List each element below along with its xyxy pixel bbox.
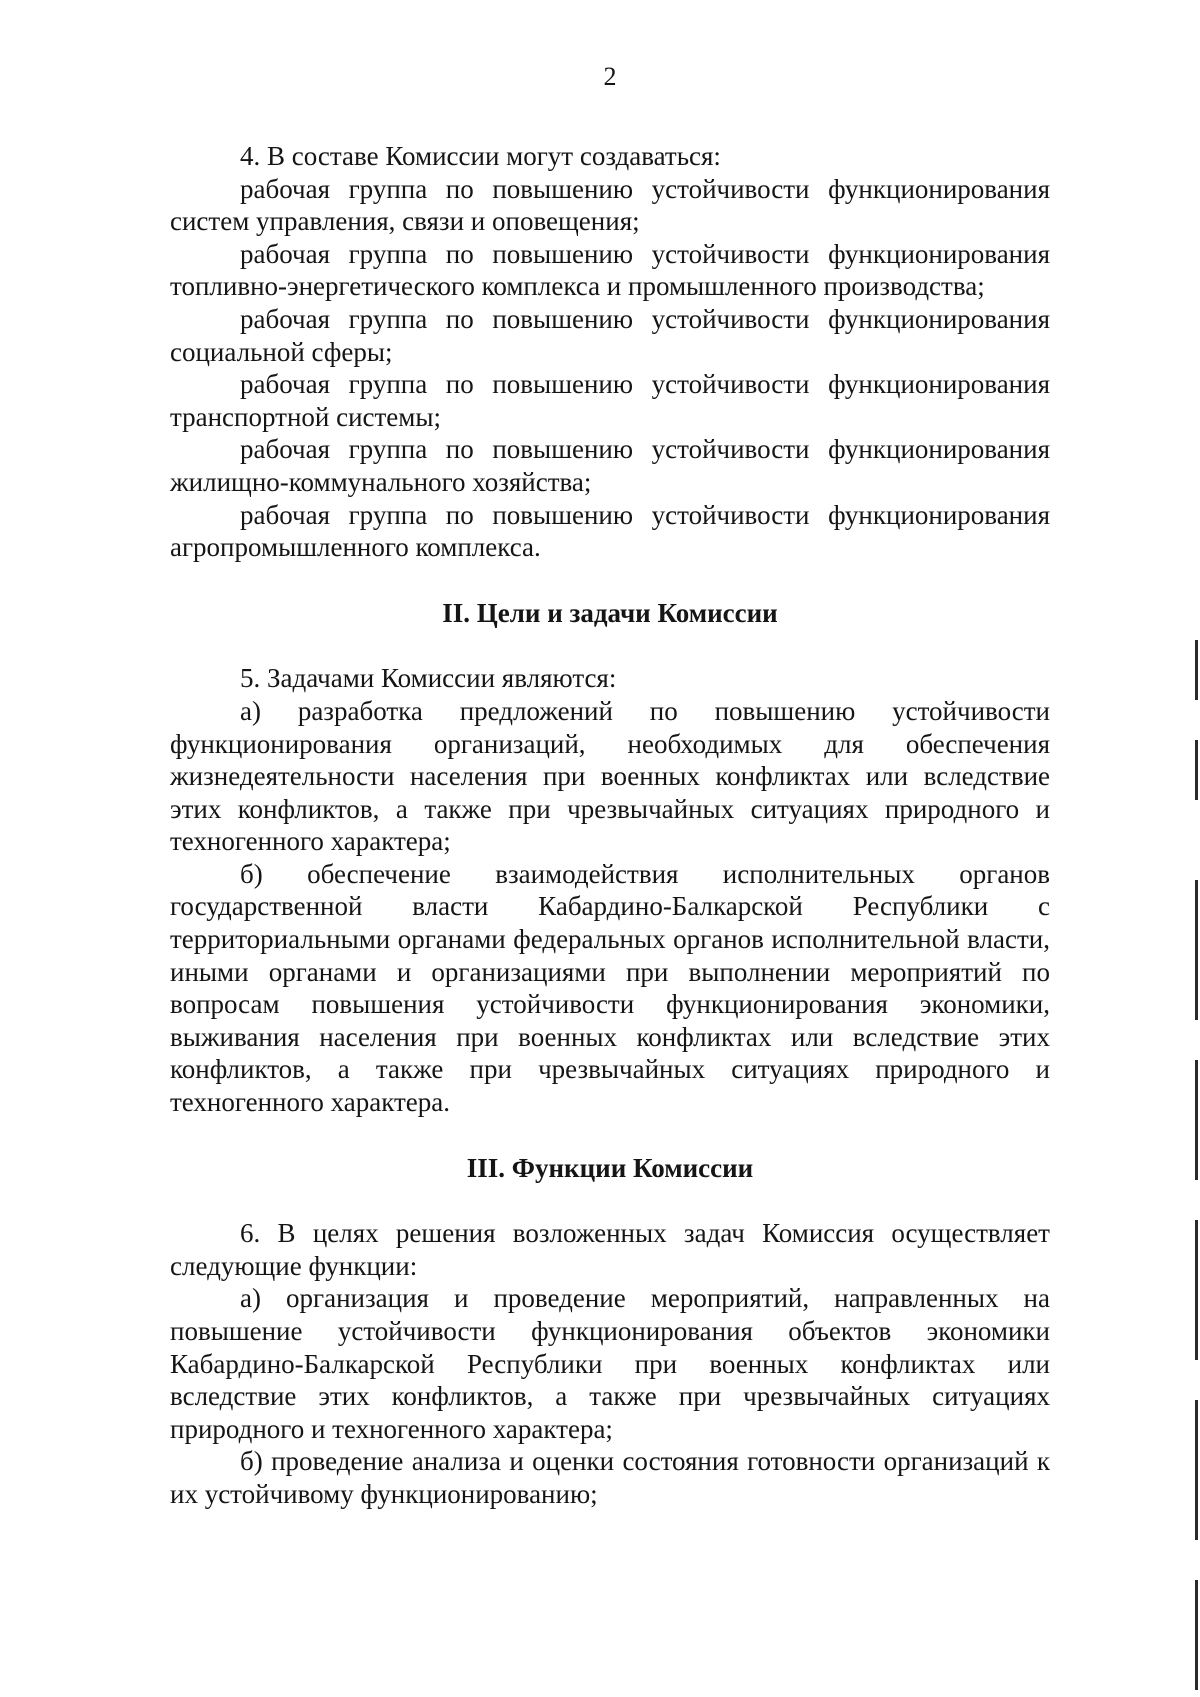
paragraph-working-group-control-systems: рабочая группа по повышению устойчивости функционирования систем управления, связи и оповещения; [170,173,1050,237]
paragraph-working-group-agro: рабочая группа по повышению устойчивости функционирования агропромышленного комплекса. [170,499,1050,563]
section-heading-goals: II. Цели и задачи Комиссии [442,597,778,628]
scan-edge-mark [1195,1220,1198,1360]
paragraph-working-group-housing: рабочая группа по повышению устойчивости функционирования жилищно-коммунального хозяйства; [170,434,1050,497]
scan-edge-mark [1195,1580,1198,1690]
paragraph-working-group-fuel-energy: рабочая группа по повышению устойчивости функционирования топливно-энергетического комплекса и промышленного производства; [170,238,1050,302]
paragraph-5: 5. Задачами Комиссии являются: [240,663,617,694]
scan-edge-mark [1195,1060,1198,1180]
section-heading-functions: III. Функции Комиссии [466,1152,754,1183]
paragraph-5b: б) обеспечение взаимодействия исполнительных органов государственной власти Кабардино-Балкарской Республики с территориальными органами федеральных органов исполнительной власти, иными органами и организациями при выполнении мероприятий по вопросам повышения устойчивости функционирования экономики, выживания населения при военных конфликтах или вследствие этих конфликтов, а также при чрезвычайных ситуациях природного и техногенного характера. [170,858,1050,1118]
scan-edge-mark [1195,640,1198,700]
paragraph-6a: а) организация и проведение мероприятий, направленных на повышение устойчивости функционирования объектов экономики Кабардино-Балкарской Республики при военных конфликтах или вследствие этих конфликтов, а также при чрезвычайных ситуациях природного и техногенного характера; [170,1283,1050,1444]
scan-edge-mark [1195,740,1198,800]
paragraph-4: 4. В составе Комиссии могут создаваться: [240,141,721,171]
paragraph-working-group-social: рабочая группа по повышению устойчивости функционирования социальной сферы; [170,303,1050,367]
paragraph-working-group-transport: рабочая группа по повышению устойчивости функционирования транспортной системы; [170,369,1050,432]
scan-edge-mark [1195,880,1198,1020]
document-body [170,140,1050,1511]
page-number: 2 [603,62,617,91]
paragraph-5a: а) разработка предложений по повышению устойчивости функционирования организаций, необходимых для обеспечения жизнедеятельности населения при военных конфликтах или вследствие этих конфликтов, а также при чрезвычайных ситуациях природного и техногенного характера; [170,695,1050,857]
scan-edge-mark [1195,1400,1198,1540]
paragraph-6: 6. В целях решения возложенных задач Комиссия осуществляет следующие функции: [170,1218,1050,1281]
paragraph-6b: б) проведение анализа и оценки состояния готовности организаций к их устойчивому функционированию; [170,1446,1050,1509]
